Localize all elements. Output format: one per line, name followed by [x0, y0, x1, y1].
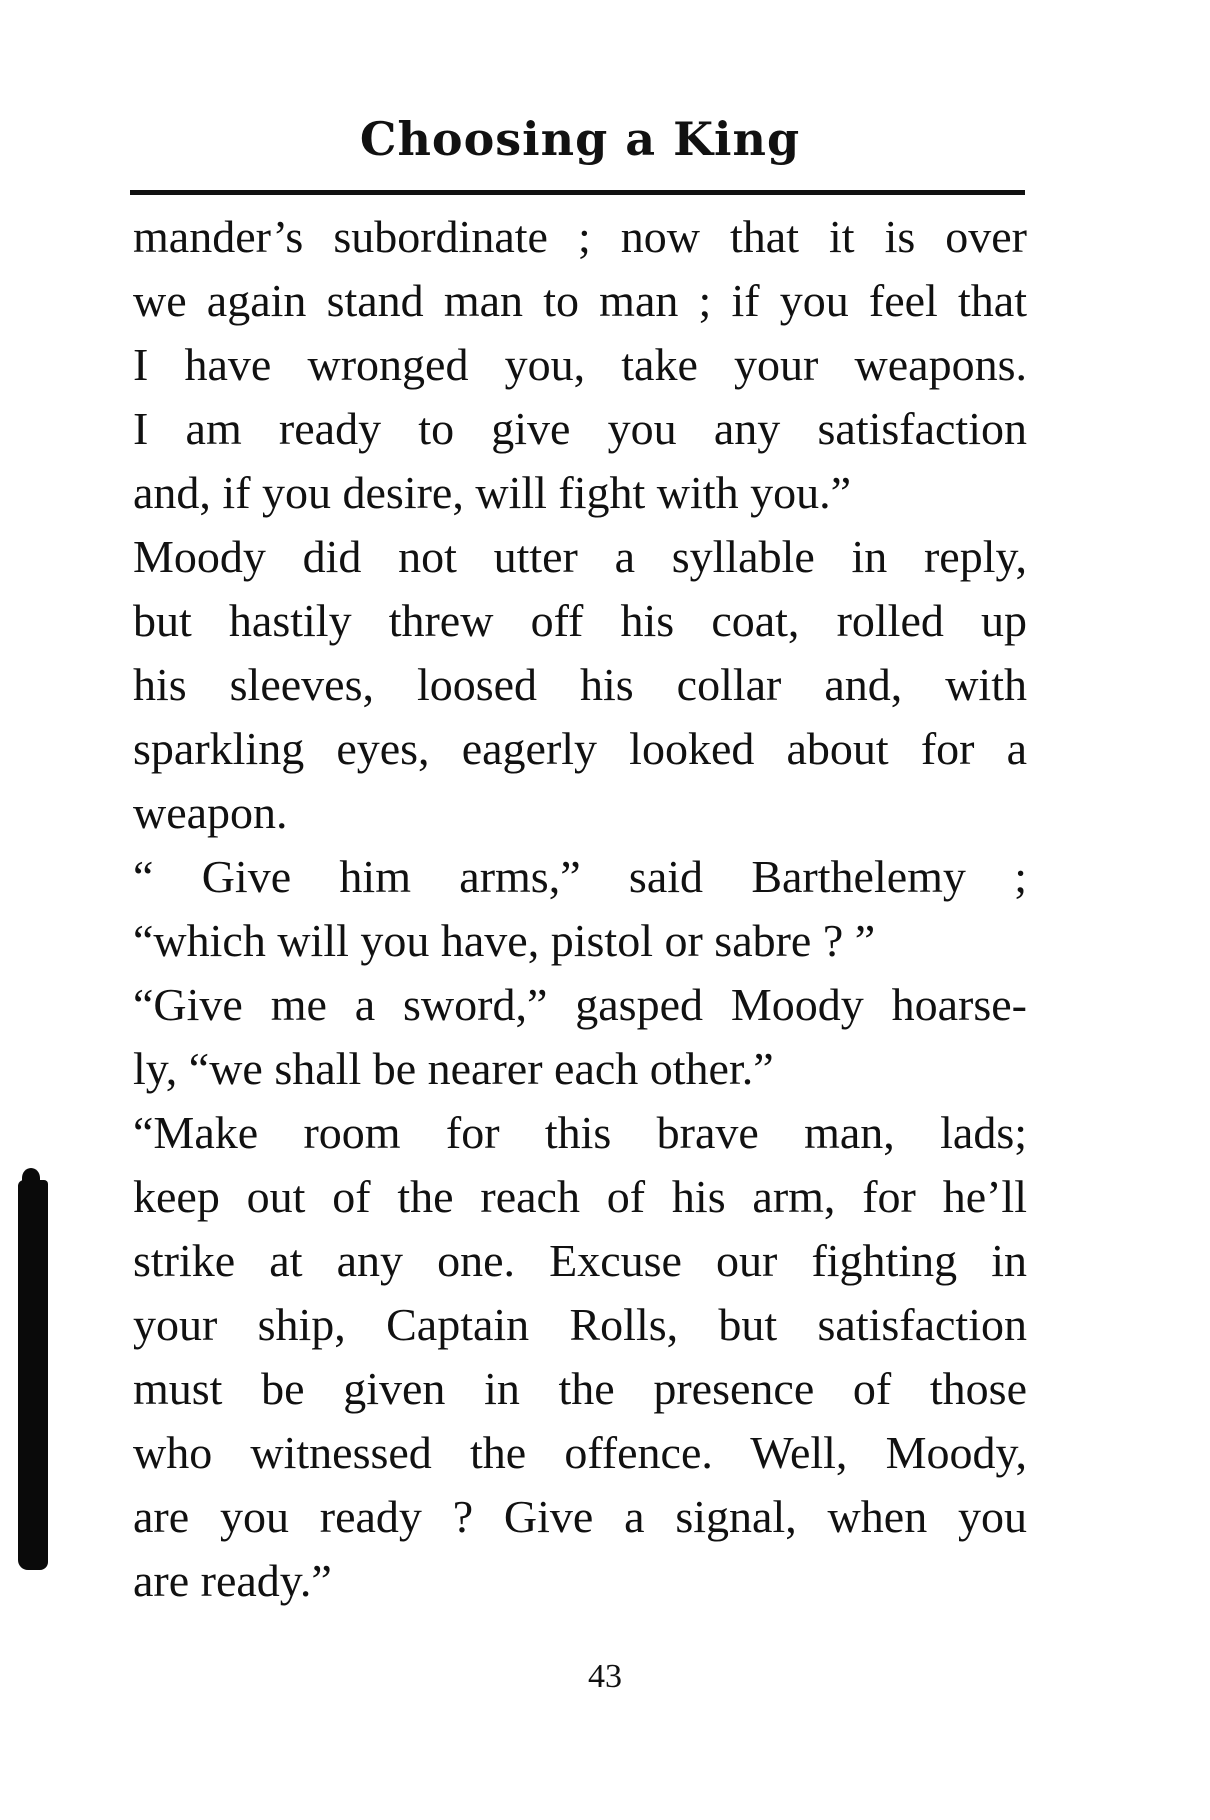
text-line: we again stand man to man ; if you feel that: [133, 275, 1027, 326]
text-line: ly, “we shall be nearer each other.”: [133, 1043, 774, 1094]
text-line: his sleeves, loosed his collar and, with: [133, 659, 1027, 710]
text-line: keep out of the reach of his arm, for he’ll: [133, 1171, 1027, 1222]
text-line: “Give me a sword,” gasped Moody hoarse-: [133, 979, 1027, 1030]
text-line: Moody did not utter a syllable in reply,: [133, 531, 1027, 582]
text-line: are you ready ? Give a signal, when you: [133, 1491, 1027, 1542]
text-line: “ Give him arms,” said Barthelemy ;: [133, 851, 1027, 902]
text-line: I have wronged you, take your weapons.: [133, 339, 1027, 390]
text-line: sparkling eyes, eagerly looked about for a: [133, 723, 1027, 774]
scan-edge-mark: [18, 1180, 48, 1570]
body-text: [133, 205, 1027, 1613]
text-line: “which will you have, pistol or sabre ? ”: [133, 915, 876, 966]
text-line: “Make room for this brave man, lads;: [133, 1107, 1027, 1158]
running-head: Choosing a King: [359, 112, 801, 166]
text-line: your ship, Captain Rolls, but satisfaction: [133, 1299, 1027, 1350]
page-number: 43: [588, 1658, 622, 1695]
header-rule: [130, 190, 1025, 195]
text-line: who witnessed the offence. Well, Moody,: [133, 1427, 1027, 1478]
text-line: strike at any one. Excuse our fighting in: [133, 1235, 1027, 1286]
text-line: must be given in the presence of those: [133, 1363, 1027, 1414]
text-line: but hastily threw off his coat, rolled up: [133, 595, 1027, 646]
text-line: I am ready to give you any satisfaction: [133, 403, 1027, 454]
text-line: are ready.”: [133, 1555, 332, 1606]
text-line: weapon.: [133, 787, 288, 838]
text-line: mander’s subordinate ; now that it is over: [133, 211, 1027, 262]
text-line: and, if you desire, will fight with you.”: [133, 467, 851, 518]
